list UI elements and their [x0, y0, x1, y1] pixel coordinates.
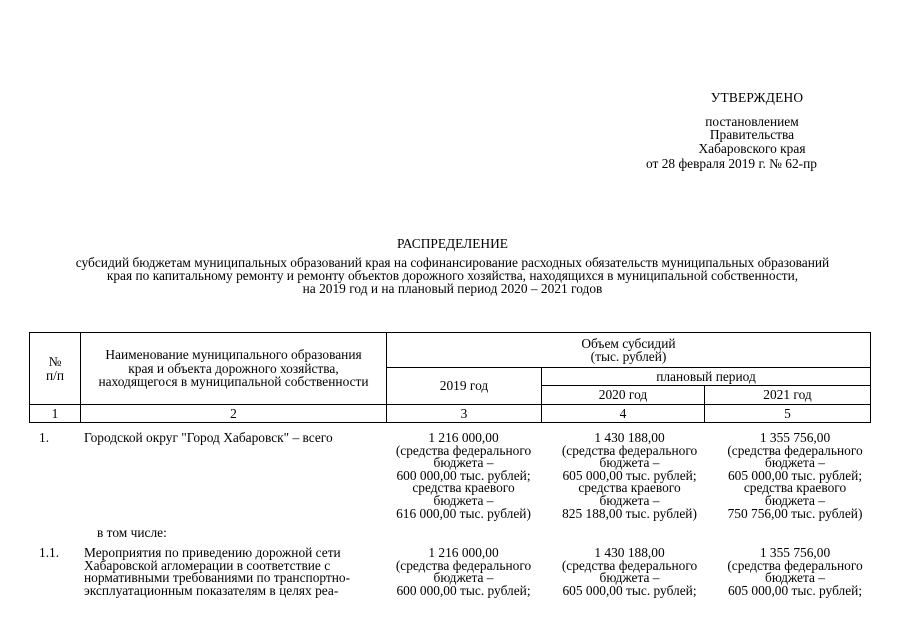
row-name-line: эксплуатационным показателям в целях реа- — [84, 582, 339, 598]
column-number-cell: 3 — [387, 405, 542, 423]
row-name — [84, 547, 350, 597]
value-line: 600 000,00 тыс. рублей; — [396, 582, 531, 598]
value-line: 605 000,00 тыс. рублей; — [727, 467, 863, 483]
header-name-line: находящегося в муниципальной собственности — [98, 374, 369, 390]
approval-title: УТВЕРЖДЕНО — [710, 90, 804, 105]
value-line: 600 000,00 тыс. рублей; — [396, 467, 531, 483]
row-value-2021 — [714, 547, 876, 597]
header-name-line: края и объекта дорожного хозяйства, — [128, 360, 339, 376]
row-name-line: Хабаровской агломерации в соответствие с — [84, 557, 331, 573]
header-name-line: Наименование муниципального образования — [105, 347, 362, 363]
value-line: бюджета – — [599, 455, 660, 471]
value-line: бюджета – — [599, 492, 660, 508]
value-line: (средства федерального — [727, 442, 863, 458]
document-title: РАСПРЕДЕЛЕНИЕ — [397, 236, 508, 251]
document-heading — [20, 237, 885, 296]
heading-line: на 2019 год и на плановый период 2020 – 2021 годов — [302, 281, 603, 297]
value-line: 825 188,00 тыс. рублей) — [562, 505, 697, 521]
row-name-line: нормативными требованиями по транспортно- — [84, 570, 351, 586]
value-line: бюджета – — [765, 570, 825, 586]
value-line: (средства федерального — [395, 557, 532, 573]
header-num-line: № — [48, 354, 62, 370]
row-name-line: Городской округ "Город Хабаровск" – всего — [84, 430, 333, 445]
value-line: средства краевого — [743, 480, 847, 496]
subtotal-label: в том числе: — [97, 525, 167, 540]
row-value-2020 — [547, 432, 712, 520]
value-line: бюджета – — [433, 570, 494, 586]
header-volume-cell — [387, 333, 871, 368]
column-number-cell: 4 — [542, 405, 705, 423]
heading-line: края по капитальному ремонту и ремонту объектов дорожного хозяйства, находящихся в муниципальной собственности, — [106, 268, 799, 283]
header-planned-cell: плановый период — [542, 368, 871, 386]
approval-line: Правительства — [709, 127, 795, 143]
header-2020-cell: 2020 год — [542, 386, 705, 405]
value-line: 605 000,00 тыс. рублей; — [562, 467, 697, 483]
value-line: 605 000,00 тыс. рублей; — [562, 582, 697, 598]
approval-line: Хабаровского края — [698, 140, 806, 156]
row-value-2019 — [382, 547, 545, 597]
header-2021-cell: 2021 год — [705, 386, 871, 405]
value-line: 1 355 756,00 — [759, 430, 831, 445]
row-number: 1. — [39, 430, 50, 445]
approval-line: постановлением — [705, 114, 799, 129]
approval-block — [646, 90, 852, 171]
column-number-cell: 2 — [81, 405, 387, 423]
value-line: бюджета – — [433, 455, 494, 471]
row-number: 1.1. — [39, 545, 60, 560]
value-line: 1 430 188,00 — [594, 545, 665, 560]
value-line: 605 000,00 тыс. рублей; — [727, 582, 863, 598]
header-2019-cell: 2019 год — [387, 368, 542, 405]
row-value-2019 — [382, 432, 545, 520]
value-line: 616 000,00 тыс. рублей) — [396, 505, 531, 521]
header-num-cell — [30, 333, 81, 405]
approval-date: от 28 февраля 2019 г. № 62-пр — [646, 156, 817, 171]
header-num-line: п/п — [45, 367, 65, 383]
value-line: 750 756,00 тыс. рублей) — [727, 505, 863, 521]
value-line: средства краевого — [578, 480, 681, 496]
value-line: бюджета – — [765, 492, 825, 508]
subsidy-table-header — [29, 332, 871, 423]
header-volume-line: Объем субсидий — [581, 335, 676, 351]
column-number-cell: 1 — [30, 405, 81, 423]
value-line: бюджета – — [599, 570, 660, 586]
row-value-2021 — [714, 432, 876, 520]
value-line: бюджета – — [433, 492, 494, 508]
row-name — [84, 432, 333, 445]
value-line: 1 216 000,00 — [428, 430, 499, 445]
value-line: (средства федерального — [561, 557, 698, 573]
header-volume-line: (тыс. рублей) — [590, 349, 667, 364]
value-line: (средства федерального — [395, 442, 532, 458]
value-line: 1 355 756,00 — [759, 545, 831, 560]
row-value-2020 — [547, 547, 712, 597]
column-number-cell: 5 — [705, 405, 871, 423]
value-line: средства краевого — [412, 480, 515, 496]
heading-line: субсидий бюджетам муниципальных образований края на софинансирование расходных обязательств муниципальных образований — [75, 254, 830, 270]
value-line: (средства федерального — [561, 442, 698, 458]
row-name-line: Мероприятия по приведению дорожной сети — [84, 545, 341, 560]
header-name-cell — [81, 333, 387, 405]
value-line: бюджета – — [765, 455, 825, 471]
value-line: 1 216 000,00 — [428, 545, 499, 560]
value-line: (средства федерального — [727, 557, 863, 573]
value-line: 1 430 188,00 — [594, 430, 665, 445]
